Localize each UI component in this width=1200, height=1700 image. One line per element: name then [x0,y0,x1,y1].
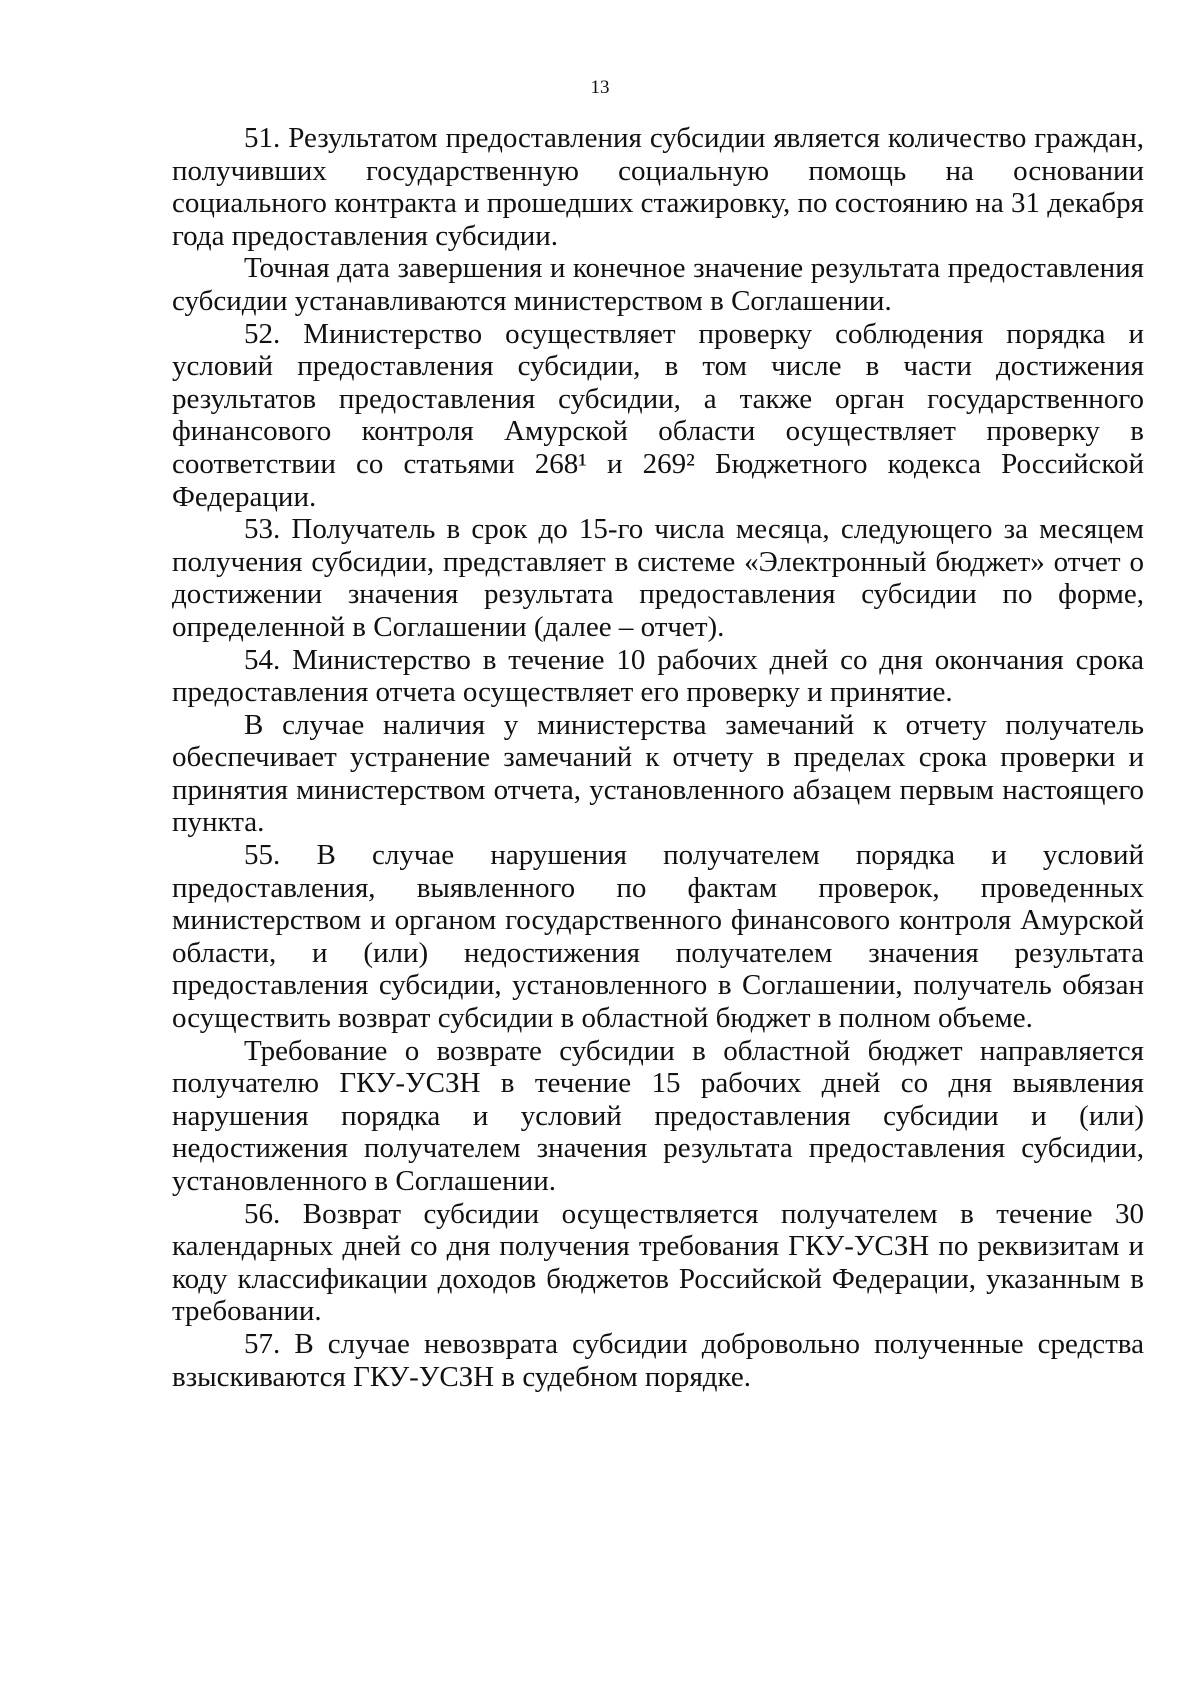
paragraph-52: 52. Министерство осуществляет проверку соблюдения порядка и условий предоставления субсидии, в том числе в части достижения результатов предоставления субсидии, а также орган государственного финансового контроля Амурской области осуществляет проверку в соответствии со статьями 268¹ и 269² Бюджетного кодекса Российской Федерации. [172,317,1144,513]
document-body [172,122,1144,1393]
paragraph-54-continued: В случае наличия у министерства замечаний к отчету получатель обеспечивает устранение замечаний к отчету в пределах срока проверки и принятия министерством отчета, установленного абзацем первым настоящего пункта. [172,708,1144,839]
paragraph-55-continued: Требование о возврате субсидии в областной бюджет направляется получателю ГКУ-УСЗН в течение 15 рабочих дней со дня выявления нарушения порядка и условий предоставления субсидии и (или) недостижения получателем значения результата предоставления субсидии, установленного в Соглашении. [172,1034,1144,1197]
page-number: 13 [590,77,610,98]
paragraph-56: 56. Возврат субсидии осуществляется получателем в течение 30 календарных дней со дня получения требования ГКУ-УСЗН по реквизитам и коду классификации доходов бюджетов Российской Федерации, указанным в требовании. [172,1197,1144,1328]
paragraph-55: 55. В случае нарушения получателем порядка и условий предоставления, выявленного по фактам проверок, проведенных министерством и органом государственного финансового контроля Амурской области, и (или) недостижения получателем значения результата предоставления субсидии, установленного в Соглашении, получатель обязан осуществить возврат субсидии в областной бюджет в полном объеме. [172,839,1144,1035]
paragraph-51: 51. Результатом предоставления субсидии является количество граждан, получивших государственную социальную помощь на основании социального контракта и прошедших стажировку, по состоянию на 31 декабря года предоставления субсидии. [172,122,1144,252]
paragraph-51-continued: Точная дата завершения и конечное значение результата предоставления субсидии устанавливаются министерством в Соглашении. [172,252,1144,317]
paragraph-54: 54. Министерство в течение 10 рабочих дней со дня окончания срока предоставления отчета осуществляет его проверку и принятие. [172,643,1144,709]
paragraph-57: 57. В случае невозврата субсидии добровольно полученные средства взыскиваются ГКУ-УСЗН в судебном порядке. [172,1327,1144,1393]
paragraph-53: 53. Получатель в срок до 15-го числа месяца, следующего за месяцем получения субсидии, представляет в системе «Электронный бюджет» отчет о достижении значения результата предоставления субсидии по форме, определенной в Соглашении (далее – отчет). [172,513,1144,643]
